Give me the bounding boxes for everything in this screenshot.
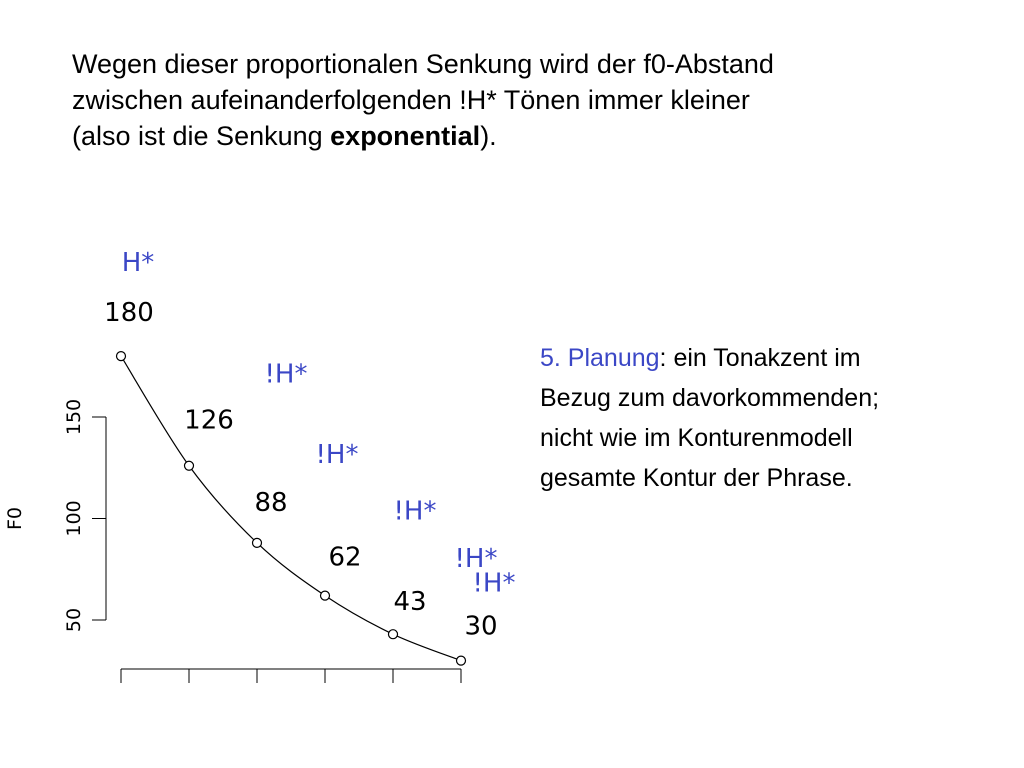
- tone-label-3: !H*: [315, 439, 359, 470]
- value-label-6: 30: [464, 611, 498, 642]
- y-axis: [4, 399, 106, 632]
- y-tick-label-100: 100: [63, 500, 85, 537]
- tone-label-5: !H*: [454, 544, 498, 575]
- tone-label-6: !H*: [472, 568, 516, 599]
- heading-line-3-start: (also ist die Senkung: [72, 121, 331, 151]
- y-tick-label-150: 150: [63, 398, 85, 436]
- note-line-2: Bezug zum davorkommenden;: [540, 384, 880, 412]
- note-term: 5. Planung: [540, 344, 660, 372]
- data-point-1: [117, 352, 126, 361]
- note-line-4: gesamte Kontur der Phrase.: [540, 464, 853, 492]
- tone-label-4: !H*: [393, 496, 437, 527]
- tone-label-1: H*: [121, 248, 155, 279]
- note-line-1: [540, 338, 1000, 378]
- value-label-3: 88: [254, 487, 288, 518]
- data-point-3: [253, 538, 262, 547]
- data-point-6: [457, 656, 466, 665]
- heading-line-3-end: ).: [480, 121, 497, 151]
- y-tick-label-50: 50: [63, 607, 85, 633]
- data-point-4: [321, 591, 330, 600]
- note-line-1-rest: : ein Tonakzent im: [659, 344, 861, 372]
- heading-emphasis: exponential: [330, 121, 481, 151]
- x-axis: [121, 669, 461, 683]
- value-label-2: 126: [184, 405, 234, 436]
- y-axis-title: F0: [4, 506, 26, 531]
- heading-line-1: Wegen dieser proportionalen Senkung wird der f0-Abstand: [72, 49, 774, 79]
- tone-label-2: !H*: [264, 359, 308, 390]
- heading-line-2: zwischen aufeinanderfolgenden !H* Tönen immer kleiner: [72, 85, 750, 115]
- data-point-5: [389, 630, 398, 639]
- value-label-4: 62: [328, 542, 362, 573]
- note-line-3: nicht wie im Konturenmodell: [540, 424, 853, 452]
- value-label-5: 43: [393, 587, 427, 618]
- point-labels: [104, 248, 515, 641]
- data-point-2: [185, 461, 194, 470]
- side-note: [540, 338, 1000, 498]
- value-label-1: 180: [104, 298, 154, 329]
